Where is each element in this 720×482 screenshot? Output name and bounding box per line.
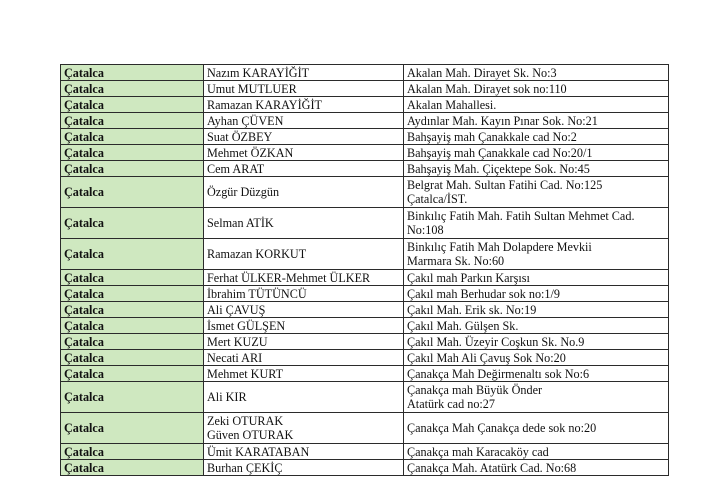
district-cell: Çatalca: [61, 302, 204, 318]
address-line: Çakıl mah Parkın Karşısı: [407, 270, 530, 285]
address-cell: [404, 460, 669, 476]
person-name: Burhan ÇEKİÇ: [207, 460, 283, 475]
address-cell: [404, 97, 669, 113]
address-line: Bahşayiş mah Çanakkale cad No:2: [407, 129, 577, 144]
person-name: İbrahim TÜTÜNCÜ: [207, 286, 307, 301]
address-line: Akalan Mahallesi.: [407, 97, 497, 112]
person-name: İsmet GÜLŞEN: [207, 318, 286, 333]
district-cell: Çatalca: [61, 177, 204, 208]
address-cell: [404, 366, 669, 382]
table-row: [61, 208, 669, 239]
address-line: Binkılıç Fatih Mah Dolapdere Mevkii: [407, 240, 592, 254]
person-name: Ramazan KARAYİĞİT: [207, 97, 322, 112]
district-cell: Çatalca: [61, 81, 204, 97]
name-cell: [204, 318, 404, 334]
address-line: Çanakça Mah Çanakça dede sok no:20: [407, 421, 597, 435]
person-name: Suat ÖZBEY: [207, 129, 273, 144]
district-cell: Çatalca: [61, 208, 204, 239]
address-table: [60, 64, 669, 476]
address-cell: [404, 208, 669, 239]
person-name: Ümit KARATABAN: [207, 444, 310, 459]
address-cell: [404, 270, 669, 286]
district-cell: Çatalca: [61, 239, 204, 270]
person-name: Selman ATİK: [207, 216, 274, 230]
district-cell: Çatalca: [61, 129, 204, 145]
table-row: [61, 97, 669, 113]
table-row: [61, 302, 669, 318]
table-row: [61, 334, 669, 350]
district-cell: Çatalca: [61, 318, 204, 334]
district-cell: Çatalca: [61, 350, 204, 366]
name-cell: [204, 286, 404, 302]
address-line: Akalan Mah. Dirayet sok no:110: [407, 81, 567, 96]
person-name: Mert KUZU: [207, 334, 268, 349]
table-row: [61, 65, 669, 81]
district-cell: Çatalca: [61, 444, 204, 460]
table-row: [61, 366, 669, 382]
address-cell: [404, 413, 669, 444]
address-cell: [404, 239, 669, 270]
address-cell: [404, 65, 669, 81]
person-name: Ferhat ÜLKER-Mehmet ÜLKER: [207, 270, 371, 285]
district-cell: Çatalca: [61, 334, 204, 350]
address-cell: [404, 81, 669, 97]
district-cell: Çatalca: [61, 460, 204, 476]
table-row: [61, 177, 669, 208]
table-row: [61, 413, 669, 444]
district-cell: Çatalca: [61, 97, 204, 113]
address-line: Çanakça mah Büyük Önder: [407, 383, 543, 397]
person-name: Umut MUTLUER: [207, 81, 297, 96]
name-cell: [204, 239, 404, 270]
address-cell: [404, 334, 669, 350]
address-line: Aydınlar Mah. Kayın Pınar Sok. No:21: [407, 113, 598, 128]
name-cell: [204, 413, 404, 444]
address-cell: [404, 382, 669, 413]
table-row: [61, 350, 669, 366]
person-name: Ramazan KORKUT: [207, 247, 307, 261]
address-cell: [404, 444, 669, 460]
person-name: Özgür Düzgün: [207, 185, 280, 199]
address-line: Marmara Sk. No:60: [407, 254, 505, 268]
district-cell: Çatalca: [61, 113, 204, 129]
address-line: Çakıl Mah Ali Çavuş Sok No:20: [407, 350, 566, 365]
district-cell: Çatalca: [61, 65, 204, 81]
district-cell: Çatalca: [61, 270, 204, 286]
name-cell: [204, 302, 404, 318]
table-row: [61, 318, 669, 334]
address-cell: [404, 113, 669, 129]
name-cell: [204, 382, 404, 413]
name-cell: [204, 177, 404, 208]
table-row: [61, 113, 669, 129]
table-row: [61, 286, 669, 302]
address-line: Belgrat Mah. Sultan Fatihi Cad. No:125: [407, 178, 603, 192]
table-row: [61, 145, 669, 161]
person-name: Güven OTURAK: [207, 428, 294, 442]
address-line: Çanakça mah Karacaköy cad: [407, 444, 549, 459]
name-cell: [204, 334, 404, 350]
table-row: [61, 460, 669, 476]
table-row: [61, 270, 669, 286]
district-cell: Çatalca: [61, 286, 204, 302]
name-cell: [204, 366, 404, 382]
address-cell: [404, 302, 669, 318]
name-cell: [204, 145, 404, 161]
address-cell: [404, 161, 669, 177]
address-line: No:108: [407, 223, 444, 237]
district-cell: Çatalca: [61, 145, 204, 161]
name-cell: [204, 208, 404, 239]
address-line: Çatalca/İST.: [407, 192, 468, 206]
person-name: Necati ARI: [207, 350, 263, 365]
name-cell: [204, 270, 404, 286]
name-cell: [204, 113, 404, 129]
name-cell: [204, 161, 404, 177]
address-line: Çakıl mah Berhudar sok no:1/9: [407, 286, 560, 301]
address-line: Bahşayiş mah Çanakkale cad No:20/1: [407, 145, 593, 160]
address-line: Çakıl Mah. Gülşen Sk.: [407, 318, 519, 333]
person-name: Nazım KARAYİĞİT: [207, 65, 310, 80]
address-cell: [404, 145, 669, 161]
person-name: Zeki OTURAK: [207, 414, 284, 428]
address-cell: [404, 177, 669, 208]
address-cell: [404, 129, 669, 145]
table-row: [61, 161, 669, 177]
table-row: [61, 129, 669, 145]
table-row: [61, 81, 669, 97]
person-name: Ali KIR: [207, 390, 247, 404]
person-name: Cem ARAT: [207, 161, 265, 176]
name-cell: [204, 460, 404, 476]
table-row: [61, 239, 669, 270]
person-name: Mehmet KURT: [207, 366, 284, 381]
address-cell: [404, 286, 669, 302]
name-cell: [204, 97, 404, 113]
district-cell: Çatalca: [61, 382, 204, 413]
address-line: Çanakça Mah Değirmenaltı sok No:6: [407, 366, 590, 381]
address-cell: [404, 318, 669, 334]
name-cell: [204, 444, 404, 460]
name-cell: [204, 65, 404, 81]
district-cell: Çatalca: [61, 413, 204, 444]
table-row: [61, 444, 669, 460]
address-line: Çanakça Mah. Atatürk Cad. No:68: [407, 460, 577, 475]
district-cell: Çatalca: [61, 161, 204, 177]
name-cell: [204, 350, 404, 366]
person-name: Mehmet ÖZKAN: [207, 145, 294, 160]
name-cell: [204, 129, 404, 145]
name-cell: [204, 81, 404, 97]
district-cell: Çatalca: [61, 366, 204, 382]
address-line: Bahşayiş Mah. Çiçektepe Sok. No:45: [407, 161, 590, 176]
table-body: [61, 65, 669, 476]
person-name: Ali ÇAVUŞ: [207, 302, 266, 317]
address-cell: [404, 350, 669, 366]
person-name: Ayhan ÇÜVEN: [207, 113, 284, 128]
address-line: Atatürk cad no:27: [407, 397, 495, 411]
address-line: Akalan Mah. Dirayet Sk. No:3: [407, 65, 557, 80]
address-line: Binkılıç Fatih Mah. Fatih Sultan Mehmet Cad.: [407, 209, 635, 223]
address-line: Çakıl Mah. Erik sk. No:19: [407, 302, 537, 317]
address-line: Çakıl Mah. Üzeyir Coşkun Sk. No.9: [407, 334, 585, 349]
table-row: [61, 382, 669, 413]
